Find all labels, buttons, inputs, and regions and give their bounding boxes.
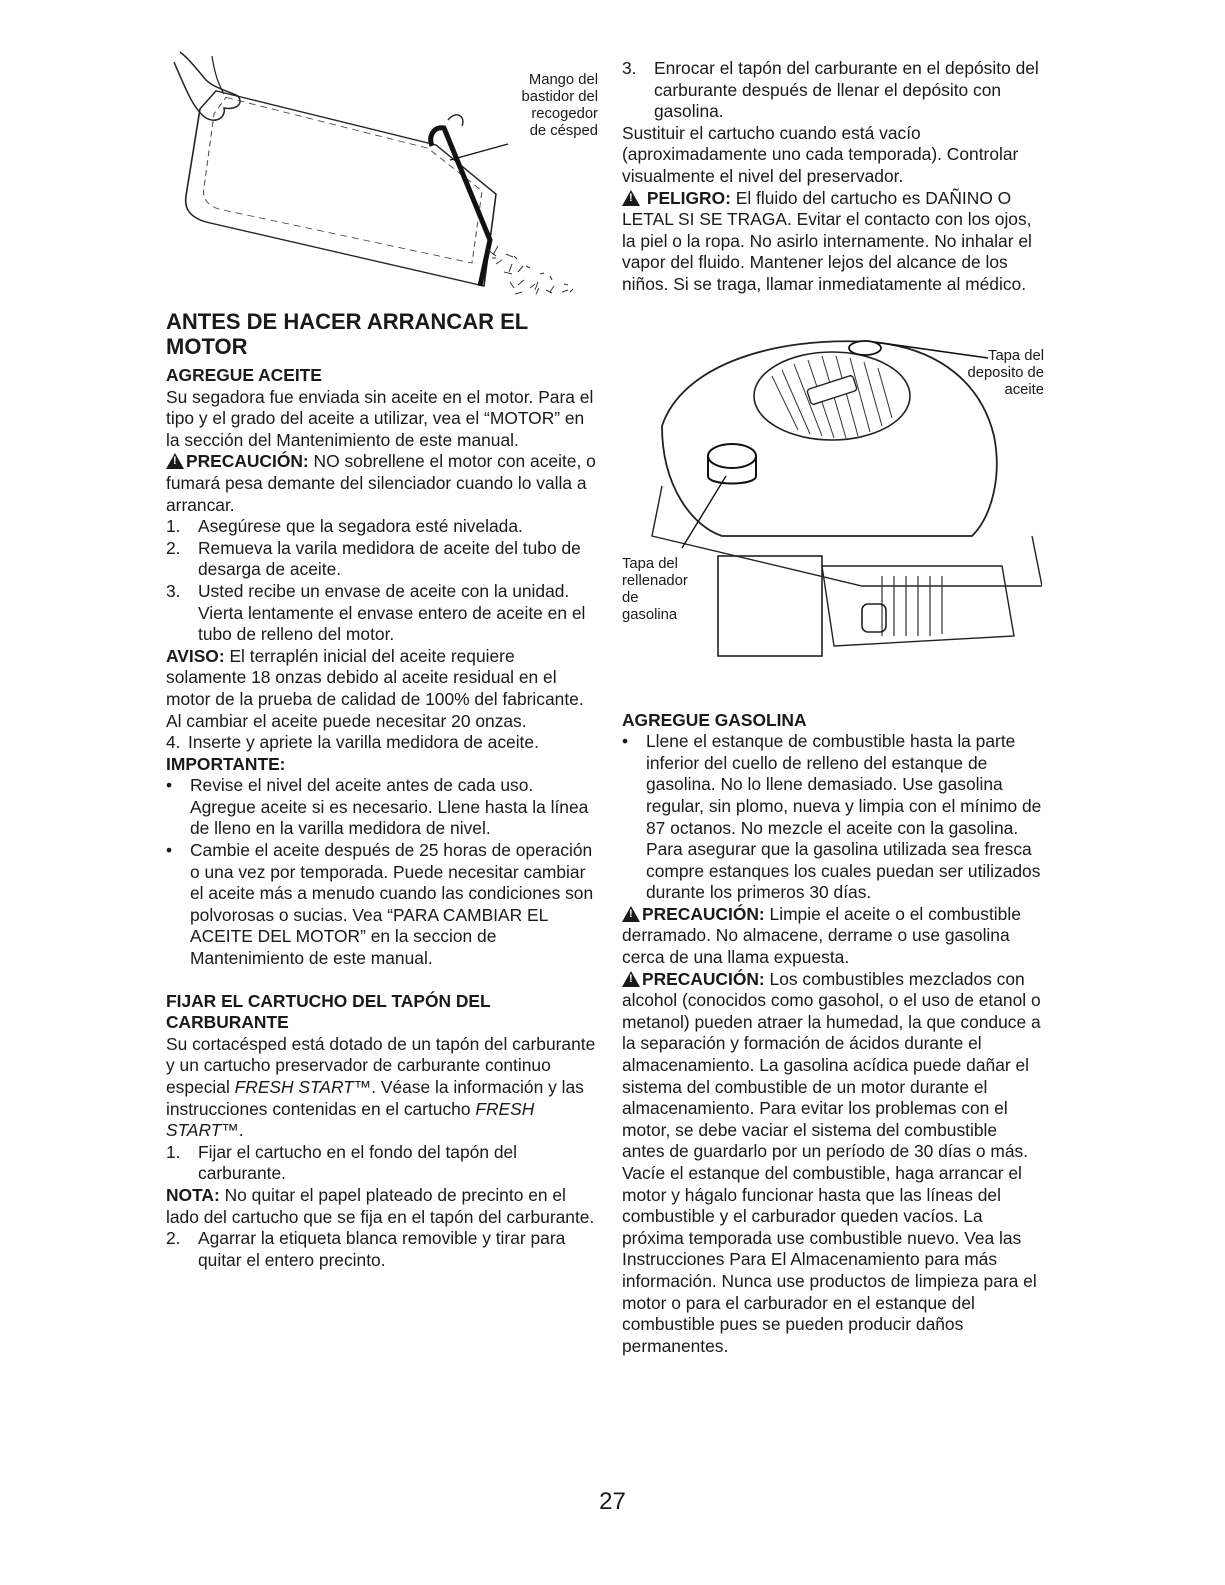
left-column <box>166 50 598 1271</box>
cartridge-replace-text: Sustituir el cartucho cuando está vacío (aproximadamente uno cada temporada). Controlar visualmente el nivel del preservador. <box>622 122 1019 186</box>
fuel-caution-1: !PRECAUCIÓN: Limpie el aceite o el combustible derramado. No almacene, derrame o use gasolina cerca de una llama expuesta. <box>622 904 1042 969</box>
section-heading-before-starting: ANTES DE HACER ARRANCAR EL MOTOR <box>166 309 528 359</box>
bullet-icon: • <box>166 840 173 861</box>
important-bullet-1: • Revise el nivel del aceite antes de cada uso. Agregue aceite si es necesario. Llene hasta la línea de lleno en la varilla medidora de nivel. <box>166 775 589 839</box>
cartridge-step-2: 2. Agarrar la etiqueta blanca removible y tirar para quitar el entero precinto. <box>166 1228 566 1270</box>
warning-triangle-icon <box>622 971 640 987</box>
fuel-cap-label: Tapa del rellenador de gasolina <box>622 555 688 623</box>
engine-figure <box>622 336 1042 696</box>
cartridge-intro: Su cortacésped está dotado de un tapón del carburante y un cartucho preservador de carburante continuo especial FRESH START™. Véase la información y las instrucciones contenidas en el cartucho FRESH START™. <box>166 1033 596 1141</box>
oil-step-4: 4. Inserte y apriete la varilla medidora de aceite. <box>166 732 539 753</box>
important-heading: IMPORTANTE: <box>166 753 286 774</box>
page-number: 27 <box>599 1488 626 1515</box>
oil-step-3: 3. Usted recibe un envase de aceite con la unidad. Vierta lentamente el envase entero de aceite en el tubo de relleno del motor. <box>166 580 586 645</box>
oil-notice: AVISO: El terraplén inicial del aceite requiere solamente 18 onzas debido al aceite residual en el motor de la prueba de calidad de 100% del fabricante. Al cambiar el aceite puede necesitar 20 onzas. <box>166 645 584 731</box>
warning-triangle-icon <box>622 906 640 922</box>
oil-step-2: 2. Remueva la varila medidora de aceite del tubo de desarga de aceite. <box>166 537 581 580</box>
warning-triangle-icon <box>166 453 184 469</box>
oil-cap-label: Tapa del deposito de aceite <box>967 347 1044 398</box>
fuel-bullet: • Llene el estanque de combustible hasta la parte inferior del cuello de relleno del estanque de gasolina. No lo llene demasiado. Use gasolina regular, sin plomo, nueva y limpia con el mínimo de 87 octanos. No mezcle el aceite con la gasolina. Para asegurar que la gasolina utilizada sea fresca compre estanques los cuales puedan ser utilizados durante los primeros 30 días. <box>622 731 1042 903</box>
grass-bag-handle-label: Mango del bastidor del recogedor de césped <box>521 72 598 139</box>
warning-triangle-icon <box>622 190 640 206</box>
fuel-caution-2: !PRECAUCIÓN: Los combustibles mezclados con alcohol (conocidos como gasohol, o el uso de etanol o metanol) pueden atraer la humedad, la que conduce a la separación y formación de ácidos durante el almacenamiento. La gasolina acídica puede dañar el sistema del combustible de un motor durante el almacenamiento. Para evitar los problemas con el motor, se debe vaciar el sistema del combustible antes de guardarlo por un período de 30 días o más. Vacíe el estanque del combustible, haga arrancar el motor y hágalo funcionar hasta que las líneas del combustible y el carburador queden vacíos. La próxima temporada use combustible nuevo. Vea las Instrucciones Para El Almacenamiento para más información. Nunca use productos de limpieza para el motor o para el carburador en el estanque del combustible pues se pueden producir daños permanentes. <box>622 969 1042 1358</box>
cartridge-step-3: 3. Enrocar el tapón del carburante en el depósito del carburante después de llenar el depósito con gasolina. <box>622 58 1039 122</box>
cartridge-step-1: 1. Fijar el cartucho en el fondo del tapón del carburante. <box>166 1141 518 1184</box>
subheading-add-fuel: AGREGUE GASOLINA <box>622 709 807 730</box>
right-column <box>622 58 1042 1357</box>
bullet-icon: • <box>622 731 629 752</box>
oil-step-1: 1. Asegúrese que la segadora esté nivelada. <box>166 516 523 537</box>
important-bullet-2: • Cambie el aceite después de 25 horas de operación o una vez por temporada. Puede necesitar cambiar el aceite más a menudo cuando las condiciones son polvorosas o sucias. Vea “PARA CAMBIAR EL ACEITE DEL MOTOR” en la seccion de Mantenimiento de este manual. <box>166 840 594 969</box>
grass-bag-figure <box>166 50 598 295</box>
cartridge-danger: ! PELIGRO: El fluido del cartucho es DAÑINO O LETAL SI SE TRAGA. Evitar el contacto con los ojos, la piel o la ropa. No asirlo internamente. No inhalar el vapor del fluido. Mantener lejos del alcance de los niños. Si se traga, llamar inmediatamente al médico. <box>622 188 1042 296</box>
subheading-fuel-cap-cartridge: FIJAR EL CARTUCHO DEL TAPÓN DEL CARBURANTE <box>166 990 491 1033</box>
bullet-icon: • <box>166 775 173 796</box>
subheading-add-oil: AGREGUE ACEITE <box>166 365 322 385</box>
add-oil-caution: !PRECAUCIÓN: NO sobrellene el motor con aceite, o fumará pesa demante del silenciador cuando lo valla a arrancar. <box>166 451 598 516</box>
cartridge-note: NOTA: No quitar el papel plateado de precinto en el lado del cartucho que se fija en el tapón del carburante. <box>166 1184 595 1227</box>
add-oil-intro: Su segadora fue enviada sin aceite en el motor. Para el tipo y el grado del aceite a utilizar, vea el “MOTOR” en la sección del Mantenimiento de este manual. <box>166 386 594 450</box>
